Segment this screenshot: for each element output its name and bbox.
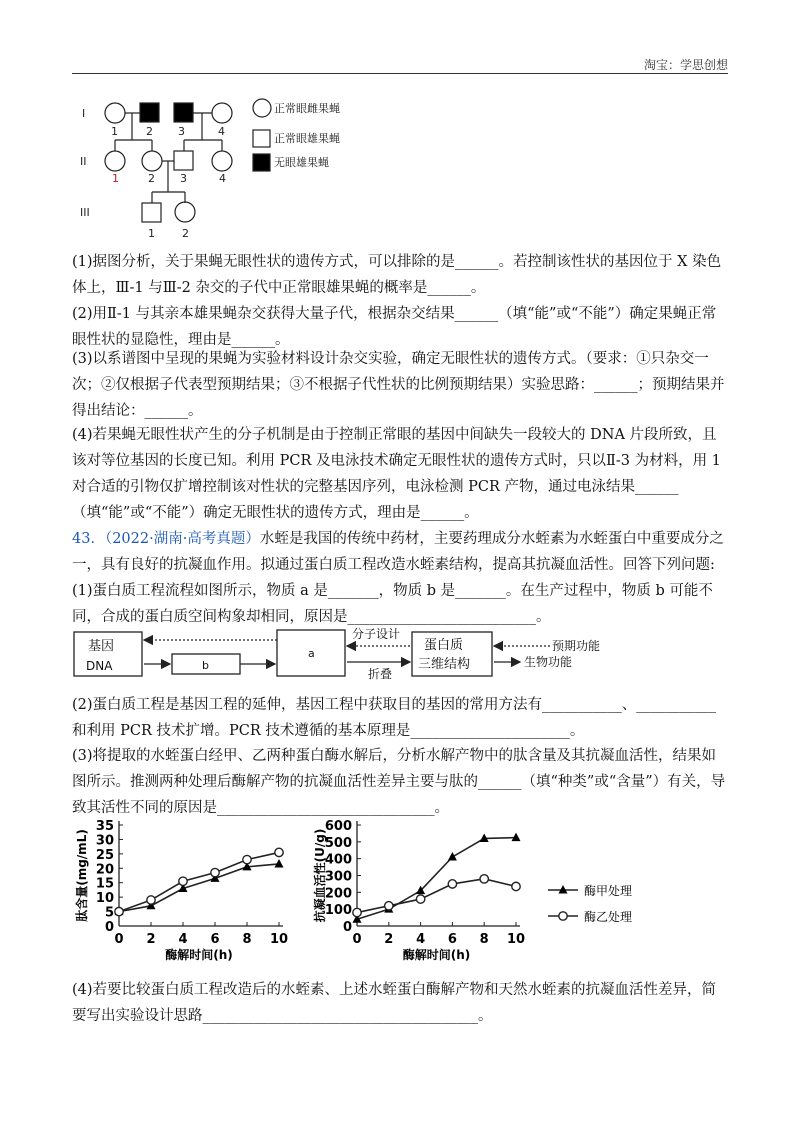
legend-normal-male: 正常眼雄果蝇 — [274, 132, 340, 145]
q43-intro-text: 水蛭是我国的传统中药材，主要药理成分水蛭素为水蛭蛋白中重要成分之一，具有良好的抗凝血作用。拟通过蛋白质工程改造水蛭素结构，提高其抗凝血活性。回答下列问题: — [72, 531, 724, 573]
svg-text:分子设计: 分子设计 — [352, 627, 401, 641]
y-tick-label: 300 — [324, 869, 352, 885]
y-tick-label: 25 — [95, 847, 114, 863]
q43-part4: (4)若要比较蛋白质工程改造后的水蛭素、上述水蛭蛋白酶解产物和天然水蛭素的抗凝血活性差异，简要写出实验设计思路______________________________________。 — [72, 982, 717, 1024]
point-triangle — [275, 859, 284, 868]
x-tick-label: 2 — [146, 932, 156, 947]
y-tick-label: 30 — [95, 833, 114, 849]
q42-part1: (1)据图分析，关于果蝇无眼性状的遗传方式，可以排除的是______。若控制该性状的基因位于 X 染色体上，Ⅲ-1 与Ⅲ-2 杂交的子代中正常眼雄果蝇的概率是______。 — [72, 254, 722, 296]
peptide-content-chart — [72, 818, 302, 970]
legend-eyeless-male: 无眼雄果蝇 — [274, 156, 329, 169]
y-tick-label: 35 — [95, 819, 114, 834]
x-tick-label: 0 — [114, 932, 124, 947]
q43-part1: (1)蛋白质工程流程如图所示，物质 a 是_______，物质 b 是_______。在生产过程中，物质 b 可能不同，合成的蛋白质空间构象却相同，原因是__________________________。 — [72, 583, 713, 625]
II-4-female — [212, 151, 232, 171]
svg-text:基因: 基因 — [88, 639, 115, 654]
q42-part2: (2)用Ⅱ-1 与其亲本雄果蝇杂交获得大量子代，根据杂交结果______（填“能”或“不能”）确定果蝇正常眼性状的显隐性，理由是______。 — [72, 306, 717, 348]
q43-part2: (2)蛋白质工程是基因工程的延伸，基因工程中获取目的基因的常用方法有___________、___________和利用 PCR 技术扩增。PCR 技术遵循的基本原理是______________________。 — [72, 697, 717, 739]
point-circle — [179, 877, 187, 885]
svg-text:DNA: DNA — [86, 659, 113, 673]
point-triangle — [448, 852, 457, 861]
point-circle — [480, 875, 488, 883]
x-axis-label: 酶解时间(h) — [402, 948, 471, 962]
svg-text:折叠: 折叠 — [368, 667, 393, 681]
point-circle — [115, 907, 123, 915]
y-tick-label: 10 — [95, 891, 114, 907]
q43-source: （2022·湖南·高考真题） — [104, 531, 260, 547]
x-tick-label: 10 — [269, 932, 289, 947]
x-tick-label: 8 — [479, 932, 489, 947]
svg-text:三维结构: 三维结构 — [418, 657, 471, 672]
series-line-1 — [357, 879, 516, 913]
q42-part4: (4)若果蝇无眼性状产生的分子机制是由于控制正常眼的基因中间缺失一段较大的 DNA 片段所致，且该对等位基因的长度已知。利用 PCR 及电泳技术确定无眼性状的遗传方式时，只以Ⅱ-3 为材料，用 1 对合适的引物仅扩增控制该对性状的完整基因序列，电泳检测 PCR 产物，通过电泳结果______（填“能”或“不能”）确定无眼性状的遗传方式，理由是______。 — [72, 427, 721, 521]
III-2-female — [175, 202, 195, 222]
y-axis-label: 抗凝血活性(U/g) — [313, 828, 327, 923]
svg-text:a: a — [308, 647, 315, 660]
III-1-male — [142, 203, 161, 222]
series-line-1 — [119, 852, 279, 911]
svg-text:预期功能: 预期功能 — [552, 639, 601, 653]
svg-text:3: 3 — [178, 125, 185, 138]
I-4-female — [212, 103, 232, 123]
II-2-female — [142, 151, 162, 171]
y-tick-label: 600 — [324, 819, 352, 834]
gen-label-2: II — [80, 155, 87, 168]
point-circle — [512, 882, 520, 890]
point-circle — [243, 855, 251, 863]
point-circle — [147, 896, 155, 904]
svg-text:1: 1 — [111, 125, 118, 138]
x-tick-label: 4 — [416, 932, 426, 947]
series-line-0 — [119, 864, 279, 912]
point-circle — [448, 880, 456, 888]
y-axis-label: 肽含量(mg/mL) — [75, 829, 89, 922]
svg-text:4: 4 — [218, 125, 225, 138]
svg-text:4: 4 — [219, 172, 226, 185]
legend-label: 酶乙处理 — [584, 910, 633, 924]
protein-engineering-flow — [72, 626, 672, 682]
legend-label: 酶甲处理 — [584, 884, 633, 898]
point-circle — [416, 895, 424, 903]
svg-text:2: 2 — [148, 172, 155, 185]
legend-marker — [559, 885, 568, 894]
svg-text:蛋白质: 蛋白质 — [424, 638, 464, 653]
y-tick-label: 0 — [342, 920, 352, 935]
y-tick-label: 200 — [324, 886, 352, 902]
point-circle — [211, 868, 219, 876]
y-tick-label: 20 — [95, 862, 114, 878]
I-1-female — [105, 103, 125, 123]
svg-text:1: 1 — [148, 227, 155, 240]
y-tick-label: 15 — [95, 876, 114, 892]
point-circle — [385, 902, 393, 910]
y-tick-label: 100 — [324, 903, 352, 919]
x-tick-label: 10 — [506, 932, 526, 947]
y-tick-label: 500 — [324, 835, 352, 851]
legend-normal-female: 正常眼雌果蝇 — [274, 102, 340, 115]
x-tick-label: 6 — [210, 932, 220, 947]
header-rule — [72, 73, 728, 74]
x-tick-label: 0 — [352, 932, 362, 947]
y-tick-label: 0 — [104, 920, 114, 935]
x-tick-label: 8 — [242, 932, 252, 947]
x-tick-label: 6 — [447, 932, 457, 947]
I-3-affected-male — [174, 103, 193, 122]
page-header: 淘宝：学思创想 — [643, 58, 728, 72]
y-tick-label: 400 — [324, 852, 352, 868]
gen-label-1: I — [82, 107, 86, 120]
pedigree-chart — [72, 92, 372, 242]
q43-part3: (3)将提取的水蛭蛋白经甲、乙两种蛋白酶水解后，分析水解产物中的肽含量及其抗凝血活性，结果如图所示。推测两种处理后酶解产物的抗凝血活性差异主要与肽的______（填“种类”或“含量”）有关，导致其活性不同的原因是______________________________。 — [72, 748, 726, 816]
gen-label-3: III — [80, 206, 90, 219]
svg-text:生物功能: 生物功能 — [524, 655, 573, 669]
anticoagulant-activity-chart — [300, 818, 660, 970]
q43-number: 43． — [72, 531, 105, 547]
II-1-female — [105, 151, 125, 171]
q43-intro — [72, 526, 728, 578]
svg-text:b: b — [202, 659, 209, 672]
svg-text:3: 3 — [180, 172, 187, 185]
q42-part3: (3)以系谱图中呈现的果蝇为实验材料设计杂交实验，确定无眼性状的遗传方式。（要求：①只杂交一次；②仅根据子代表型预期结果；③不根据子代性状的比例预期结果）实验思路：______；预期结果并得出结论：______。 — [72, 351, 725, 419]
x-tick-label: 2 — [384, 932, 394, 947]
svg-text:1: 1 — [112, 172, 119, 185]
y-tick-label: 5 — [104, 905, 114, 921]
I-2-affected-male — [140, 103, 159, 122]
x-axis-label: 酶解时间(h) — [165, 948, 233, 962]
point-triangle — [512, 833, 521, 842]
point-circle — [353, 908, 361, 916]
svg-text:2: 2 — [182, 227, 189, 240]
legend-marker — [559, 912, 567, 920]
point-circle — [275, 848, 283, 856]
II-3-male — [174, 151, 193, 170]
svg-text:2: 2 — [146, 125, 153, 138]
x-tick-label: 4 — [178, 932, 188, 947]
